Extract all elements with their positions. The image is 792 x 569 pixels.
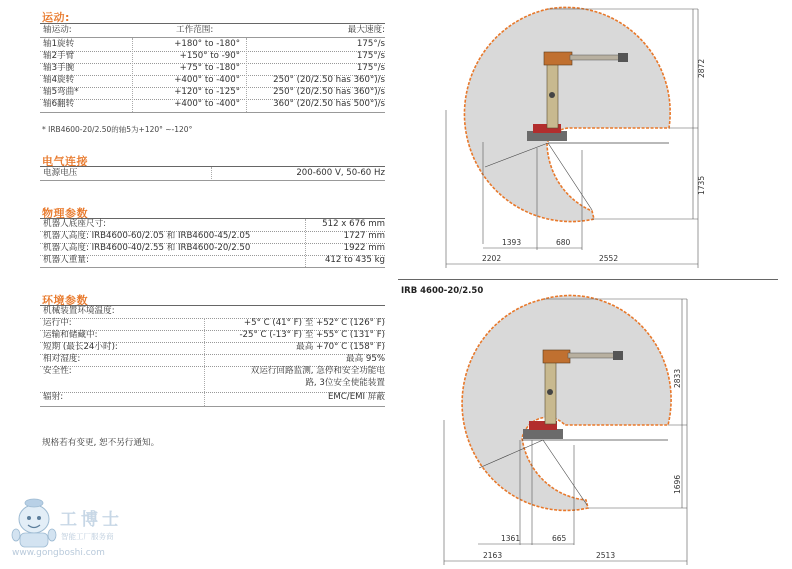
dim-left-2: 2163: [483, 551, 503, 560]
watermark-subtitle: 智能工厂服务商: [61, 532, 114, 541]
dim-left-1: 2202: [482, 254, 502, 263]
physical-label: 机器人重量:: [43, 255, 89, 265]
electrical-section-title: 电气连接: [42, 155, 88, 168]
dim-lower-1: 1735: [697, 175, 706, 195]
dim-lower-2: 1696: [673, 474, 682, 494]
model-divider: [398, 279, 778, 280]
environment-label: 机械装置环境温度:: [43, 306, 115, 316]
work-envelope-1: [464, 7, 670, 221]
motion-speed-value: 175°/s: [356, 39, 385, 49]
motion-range-value: +180° to -180°: [174, 39, 240, 49]
motion-section-title: 运动:: [42, 11, 70, 24]
motion-axis-label: 轴2手臂: [43, 51, 75, 61]
motion-axis-label: 轴4旋转: [43, 75, 75, 85]
motion-speed-value: 175°/s: [356, 63, 385, 73]
dim-inner2-1: 680: [556, 238, 571, 247]
model-title: IRB 4600-20/2.50: [401, 286, 484, 296]
physical-value: 1727 mm: [343, 231, 385, 241]
physical-label: 机器人底座尺寸:: [43, 219, 107, 229]
dim-inner2-2: 665: [552, 534, 567, 543]
motion-header-range: 工作范围:: [176, 25, 214, 35]
environment-label: 安全性:: [43, 366, 72, 376]
motion-range-value: +75° to -180°: [179, 63, 240, 73]
environment-label: 运行中:: [43, 318, 72, 328]
environment-value: -25° C (-13° F) 至 +55° C (131° F): [239, 330, 385, 340]
motion-range-value: +400° to -400°: [174, 99, 240, 109]
physical-value: 412 to 435 kg: [324, 255, 385, 265]
motion-header-speed: 最大速度:: [347, 25, 385, 35]
motion-axis-label: 轴3手腕: [43, 63, 75, 73]
environment-section-title: 环境参数: [42, 294, 88, 307]
dim-right-1: 2552: [599, 254, 619, 263]
motion-speed-value: 360° (20/2.50 has 500°)/s: [273, 99, 385, 109]
physical-label: 机器人高度: IRB4600-60/2.05 和 IRB4600-45/2.05: [43, 231, 251, 241]
environment-value: 最高 +70° C (158° F): [296, 342, 385, 352]
dim-right-2: 2513: [596, 551, 616, 560]
environment-value: +5° C (41° F) 至 +52° C (126° F): [243, 318, 385, 328]
motion-header-axis: 轴运动:: [43, 25, 72, 35]
environment-value: 最高 95%: [345, 354, 385, 364]
physical-label: 机器人高度: IRB4600-40/2.55 和 IRB4600-20/2.50: [43, 243, 251, 253]
motion-speed-value: 250° (20/2.50 has 360°)/s: [273, 87, 385, 97]
environment-label: 短期 (最长24小时):: [43, 342, 118, 352]
motion-range-value: +120° to -125°: [174, 87, 240, 97]
environment-value: 双运行回路监测, 急停和安全功能电: [250, 366, 385, 376]
dim-height-2: 2833: [673, 368, 682, 388]
motion-range-value: +400° to -400°: [174, 75, 240, 85]
disclaimer-text: 规格若有变更, 恕不另行通知。: [42, 438, 160, 448]
motion-axis-label: 轴5弯曲*: [43, 87, 79, 97]
physical-value: 512 x 676 mm: [322, 219, 385, 229]
dim-inner-2: 1361: [501, 534, 521, 543]
physical-section-title: 物理参数: [42, 207, 88, 220]
watermark-url: www.gongboshi.com: [12, 548, 105, 558]
dim-height-1: 2872: [697, 58, 706, 78]
motion-axis-label: 轴1旋转: [43, 39, 75, 49]
physical-value: 1922 mm: [343, 243, 385, 253]
environment-label: 运输和储藏中:: [43, 330, 98, 340]
voltage-label: 电源电压: [43, 168, 78, 178]
environment-value: EMC/EMI 屏蔽: [327, 392, 385, 402]
dim-inner-1: 1393: [502, 238, 522, 247]
environment-label: 辐射:: [43, 392, 64, 402]
motion-range-value: +150° to -90°: [179, 51, 240, 61]
watermark-name: 工博士: [60, 510, 123, 530]
motion-footnote: * IRB4600-20/2.50的轴5为+120° ~-120°: [42, 125, 193, 134]
voltage-value: 200-600 V, 50-60 Hz: [296, 168, 385, 178]
motion-speed-value: 250° (20/2.50 has 360°)/s: [273, 75, 385, 85]
environment-label: 相对湿度:: [43, 354, 81, 364]
motion-axis-label: 轴6翻转: [43, 99, 75, 109]
environment-value: 路, 3位安全使能装置: [305, 378, 385, 388]
work-envelope-2: [462, 295, 671, 510]
motion-speed-value: 175°/s: [356, 51, 385, 61]
